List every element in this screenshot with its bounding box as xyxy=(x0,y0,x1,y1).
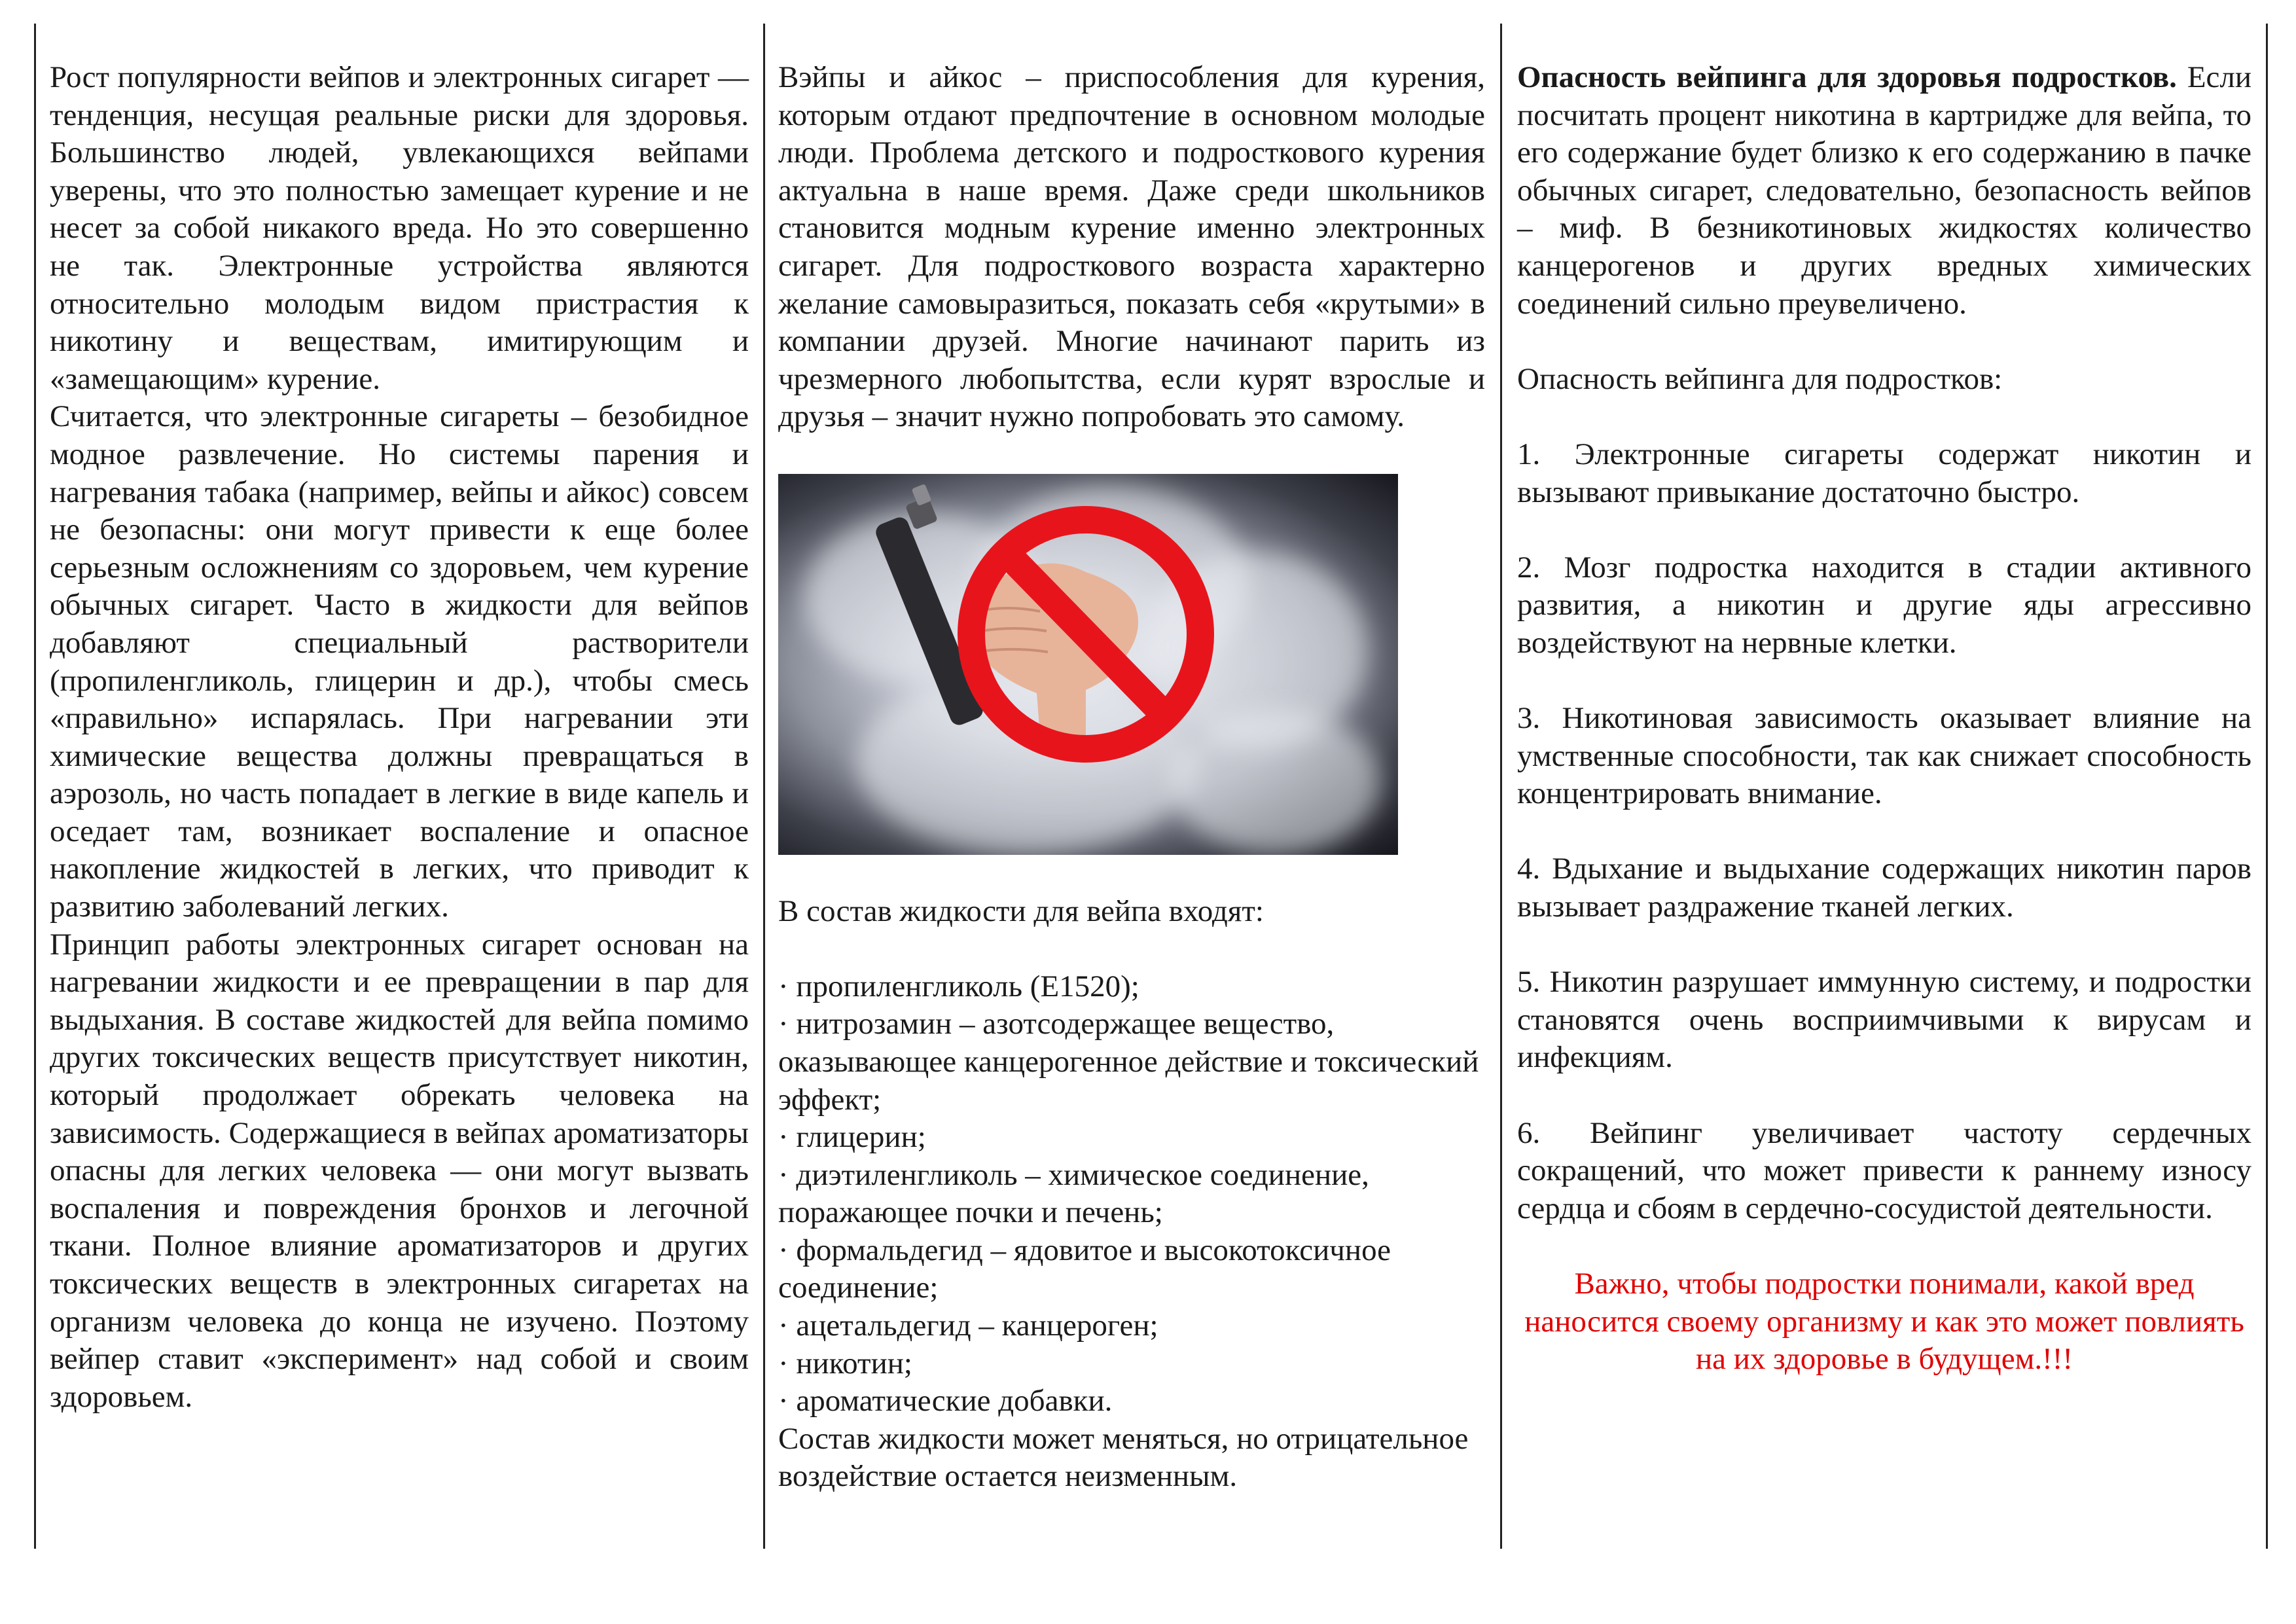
column-divider-right xyxy=(2266,24,2268,1549)
point-item: 3. Никотиновая зависимость оказывает влияние на умственные способности, так как снижает способность концентрировать внимание. xyxy=(1517,701,2251,811)
spacer xyxy=(1517,926,2251,964)
spacer xyxy=(1517,662,2251,700)
col3-intro-block xyxy=(1517,59,2251,323)
spacer xyxy=(1517,323,2251,361)
column-2 xyxy=(778,59,1485,1496)
list-item: · формальдегид – ядовитое и высокотоксичное соединение; xyxy=(778,1233,1391,1305)
point-item: 2. Мозг подростка находится в стадии активного развития, а никотин и другие яды агрессивно воздействуют на нервные клетки. xyxy=(1517,550,2251,660)
col1-paragraph-1: Рост популярности вейпов и электронных сигарет — тенденция, несущая реальные риски для здоровья. Большинство людей, увлекающихся вейпами уверены, что это полностью замещает курение и не несет за собой никакого вреда. Но это совершенно не так. Электронные устройства являются относительно молодым видом пристрастия к никотину и веществам, имитирующим и «замещающим» курение. xyxy=(50,60,749,396)
column-3 xyxy=(1517,59,2251,1379)
list-item: · никотин; xyxy=(778,1346,912,1380)
no-vaping-icon xyxy=(778,474,1398,855)
spacer xyxy=(1517,813,2251,851)
point-item: 4. Вдыхание и выдыхание содержащих никотин паров вызывает раздражение тканей легких. xyxy=(1517,852,2251,924)
list-item: · диэтиленгликоль – химическое соединение, поражающее почки и печень; xyxy=(778,1157,1369,1230)
spacer xyxy=(778,855,1485,893)
point-item: 5. Никотин разрушает иммунную систему, и подростки становятся очень восприимчивыми к вирусам и инфекциям. xyxy=(1517,965,2251,1075)
column-divider-middle-left xyxy=(763,24,765,1549)
spacer xyxy=(1517,1077,2251,1115)
list-item: · ацетальдегид – канцероген; xyxy=(778,1308,1158,1343)
list-item: · пропиленгликоль (Е1520); xyxy=(778,969,1139,1003)
spacer xyxy=(1517,511,2251,549)
col3-intro: Если посчитать процент никотина в картридже для вейпа, то его содержание будет близко к его содержанию в пачке обычных сигарет, следовательно, безопасность вейпов – миф. В безникотиновых жидкостях количество канцерогенов и других вредных химических соединений сильно преувеличено. xyxy=(1517,60,2251,321)
spacer xyxy=(778,930,1485,968)
points-heading: Опасность вейпинга для подростков: xyxy=(1517,361,2003,396)
spacer xyxy=(1517,1227,2251,1265)
list-item: · ароматические добавки. xyxy=(778,1384,1113,1418)
list-item: · глицерин; xyxy=(778,1120,926,1155)
col1-paragraph-3: Принцип работы электронных сигарет основан на нагревании жидкости и ее превращении в пар для выдыхания. В составе жидкостей для вейпа помимо других токсических веществ присутствует никотин, который продолжает обрекать человека на зависимость. Содержащиеся в вейпах ароматизаторы опасны для легких человека — они могут вызвать воспаления и повреждения бронхов и легочной ткани. Полное влияние ароматизаторов и других токсических веществ в электронных сигаретах на организм человека до конца не изучено. Поэтому вейпер ставит «эксперимент» над собой и своим здоровьем. xyxy=(50,927,749,1414)
warning-note: Важно, чтобы подростки понимали, какой вред наносится своему организму и как это может повлиять на их здоровье в будущем.!!! xyxy=(1524,1267,2244,1377)
list-item: · нитрозамин – азотсодержащее вещество, оказывающее канцерогенное действие и токсический эффект; xyxy=(778,1007,1479,1117)
list-heading: В состав жидкости для вейпа входят: xyxy=(778,893,1264,928)
column-divider-left xyxy=(34,24,36,1549)
column-1 xyxy=(50,59,749,1416)
column-divider-middle-right xyxy=(1500,24,1502,1549)
col2-intro: Вэйпы и айкос – приспособления для курения, которым отдают предпочтение в основном молодые люди. Проблема детского и подросткового курения актуальна в наше время. Даже среди школьников становится модным курение именно электронных сигарет. Для подросткового возраста характерно желание самовыразиться, показать себя «крутыми» в компании друзей. Многие начинают парить из чрезмерного любопытства, если курят взрослые и друзья – значит нужно попробовать это самому. xyxy=(778,60,1485,434)
point-item: 6. Вейпинг увеличивает частоту сердечных сокращений, что может привести к раннему износу сердца и сбоям в сердечно-сосудистой деятельности. xyxy=(1517,1115,2251,1225)
point-item: 1. Электронные сигареты содержат никотин и вызывают привыкание достаточно быстро. xyxy=(1517,437,2251,509)
spacer xyxy=(1517,398,2251,436)
ingredients-list xyxy=(778,968,1485,1420)
no-vaping-photo xyxy=(778,474,1398,855)
col2-closing: Состав жидкости может меняться, но отрицательное воздействие остается неизменным. xyxy=(778,1421,1469,1494)
section-title: Опасность вейпинга для здоровья подростков. xyxy=(1517,60,2177,94)
col1-paragraph-2: Считается, что электронные сигареты – безобидное модное развлечение. Но системы парения и нагревания табака (например, вейпы и айкос) совсем не безопасны: они могут привести к еще более серьезным осложнениям со здоровьем, чем курение обычных сигарет. Часто в жидкости для вейпов добавляют специальный растворители (пропиленгликоль, глицерин и др.), чтобы смесь «правильно» испарялась. При нагревании эти химические вещества должны превращаться в аэрозоль, но часть попадает в легкие в виде капель и оседает там, возникает воспаление и опасное накопление жидкостей в легких, что приводит к развитию заболеваний легких. xyxy=(50,399,749,924)
